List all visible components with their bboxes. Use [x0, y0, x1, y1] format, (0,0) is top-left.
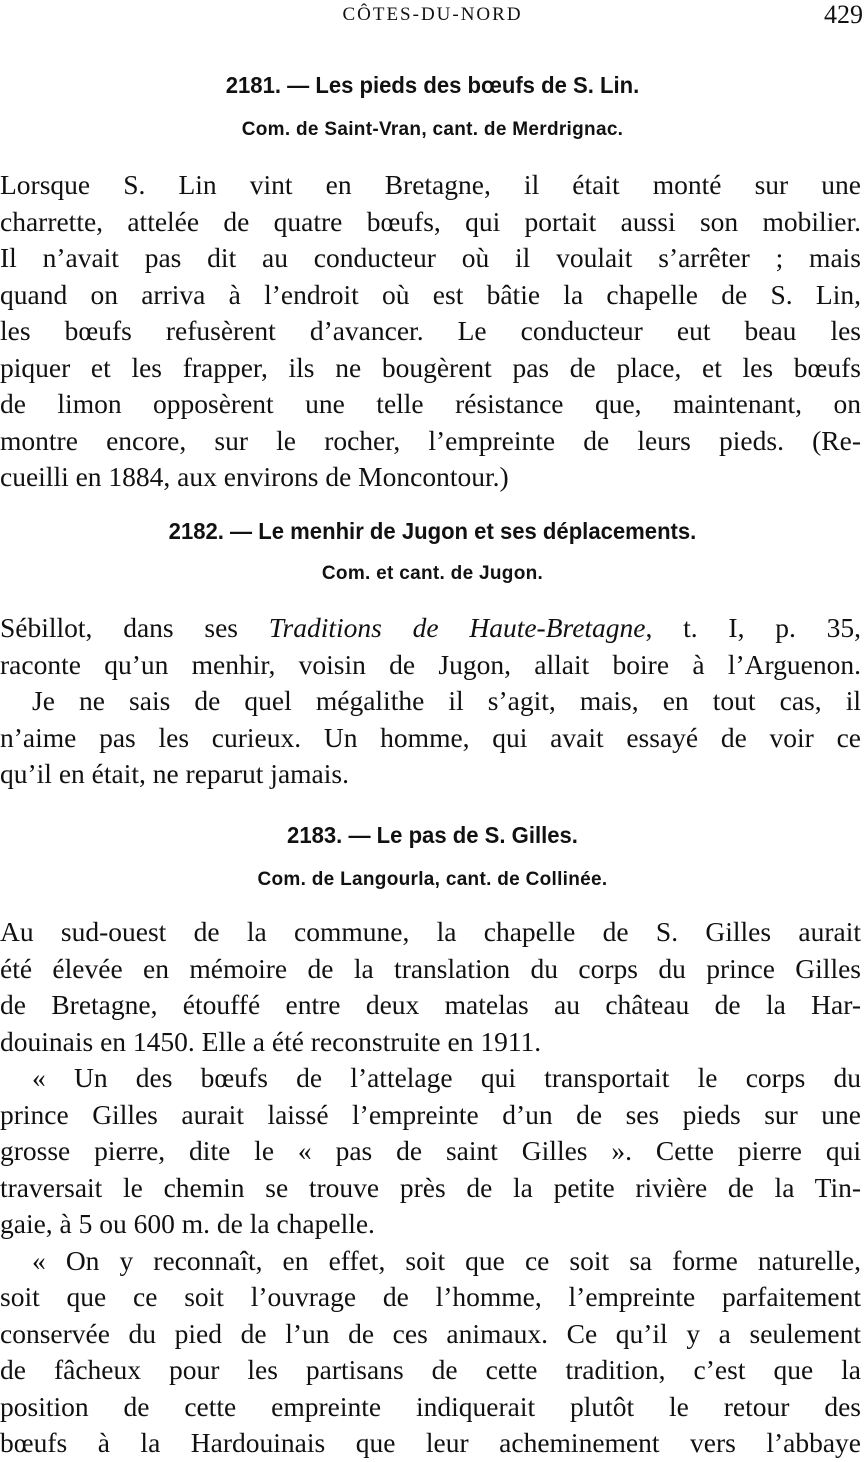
- text-line: de limon opposèrent une telle résistance que, maintenant, on: [0, 388, 861, 419]
- text-span: Sébillot, dans ses: [0, 612, 269, 643]
- text-line: les bœufs refusèrent d’avancer. Le conducteur eut beau les: [0, 315, 861, 346]
- text-line: grosse pierre, dite le « pas de saint Gilles ». Cette pierre qui: [0, 1135, 861, 1166]
- section-subheading-2182: Com. et cant. de Jugon.: [321, 563, 544, 584]
- text-line: « Un des bœufs de l’attelage qui transportait le corps du: [32, 1062, 861, 1093]
- text-line: [0, 610, 861, 647]
- text-line: charrette, attelée de quatre bœufs, qui portait aussi son mobilier.: [0, 205, 861, 237]
- text-line: douinais en 1450. Elle a été reconstruite en 1911.: [0, 1025, 542, 1057]
- text-line: quand on arriva à l’endroit où est bâtie la chapelle de S. Lin,: [0, 278, 861, 310]
- section-subheading-2183: Com. de Langourla, cant. de Collinée.: [257, 869, 608, 890]
- text-line: Au sud-ouest de la commune, la chapelle de S. Gilles aurait: [0, 916, 861, 947]
- text-line: bœufs à la Hardouinais que leur acheminement vers l’abbaye: [0, 1427, 861, 1458]
- running-head: [0, 0, 865, 32]
- text-line: raconte qu’un menhir, voisin de Jugon, allait boire à l’Arguenon.: [0, 648, 861, 680]
- text-line: n’aime pas les curieux. Un homme, qui avait essayé de voir ce: [0, 721, 861, 753]
- text-line: prince Gilles aurait laissé l’empreinte d’un de ses pieds sur une: [0, 1098, 861, 1130]
- text-line: soit que ce soit l’ouvrage de l’homme, l’empreinte parfaitement: [0, 1281, 861, 1312]
- text-line: de fâcheux pour les partisans de cette tradition, c’est que la: [0, 1354, 861, 1385]
- text-line: gaie, à 5 ou 600 m. de la chapelle.: [0, 1208, 375, 1239]
- book-title: Traditions de Haute-Bretagne: [268, 612, 646, 643]
- text-line: été élevée en mémoire de la translation du corps du prince Gilles: [0, 952, 861, 984]
- section-body-2183: [0, 914, 865, 1462]
- section-subheading-2181: Com. de Saint-Vran, cant. de Merdrignac.: [241, 119, 624, 140]
- text-line: cueilli en 1884, aux environs de Moncontour.): [0, 461, 509, 492]
- text-line: position de cette empreinte indiquerait plutôt le retour des: [0, 1390, 861, 1422]
- section-heading-2182: 2182. — Le menhir de Jugon et ses déplacements.: [168, 518, 697, 544]
- text-line: qu’il en était, ne reparut jamais.: [0, 758, 349, 789]
- section-body-2181: [0, 167, 865, 496]
- text-line: Il n’avait pas dit au conducteur où il voulait s’arrêter ; mais: [0, 242, 861, 273]
- section-body-2182: [0, 610, 865, 793]
- text-line: « On y reconnaît, en effet, soit que ce soit sa forme naturelle,: [32, 1244, 861, 1276]
- section-heading-2181: 2181. — Les pieds des bœufs de S. Lin.: [225, 72, 640, 98]
- text-line: montre encore, sur le rocher, l’empreinte de leurs pieds. (Re-: [0, 424, 861, 456]
- page-number: 429: [824, 0, 863, 29]
- text-line: piquer et les frapper, ils ne bougèrent pas de place, et les bœufs: [0, 351, 861, 383]
- text-line: traversait le chemin se trouve près de la petite rivière de la Tin-: [0, 1171, 861, 1203]
- running-head-title: CÔTES-DU-NORD: [342, 4, 523, 25]
- text-line: Lorsque S. Lin vint en Bretagne, il était monté sur une: [0, 169, 861, 200]
- text-line: de Bretagne, étouffé entre deux matelas au château de la Har-: [0, 989, 861, 1020]
- text-span: , t. I, p. 35,: [645, 612, 861, 643]
- section-heading-2183: 2183. — Le pas de S. Gilles.: [287, 822, 578, 848]
- text-line: conservée du pied de l’un de ces animaux. Ce qu’il y a seulement: [0, 1317, 861, 1349]
- text-line: Je ne sais de quel mégalithe il s’agit, mais, en tout cas, il: [32, 685, 861, 716]
